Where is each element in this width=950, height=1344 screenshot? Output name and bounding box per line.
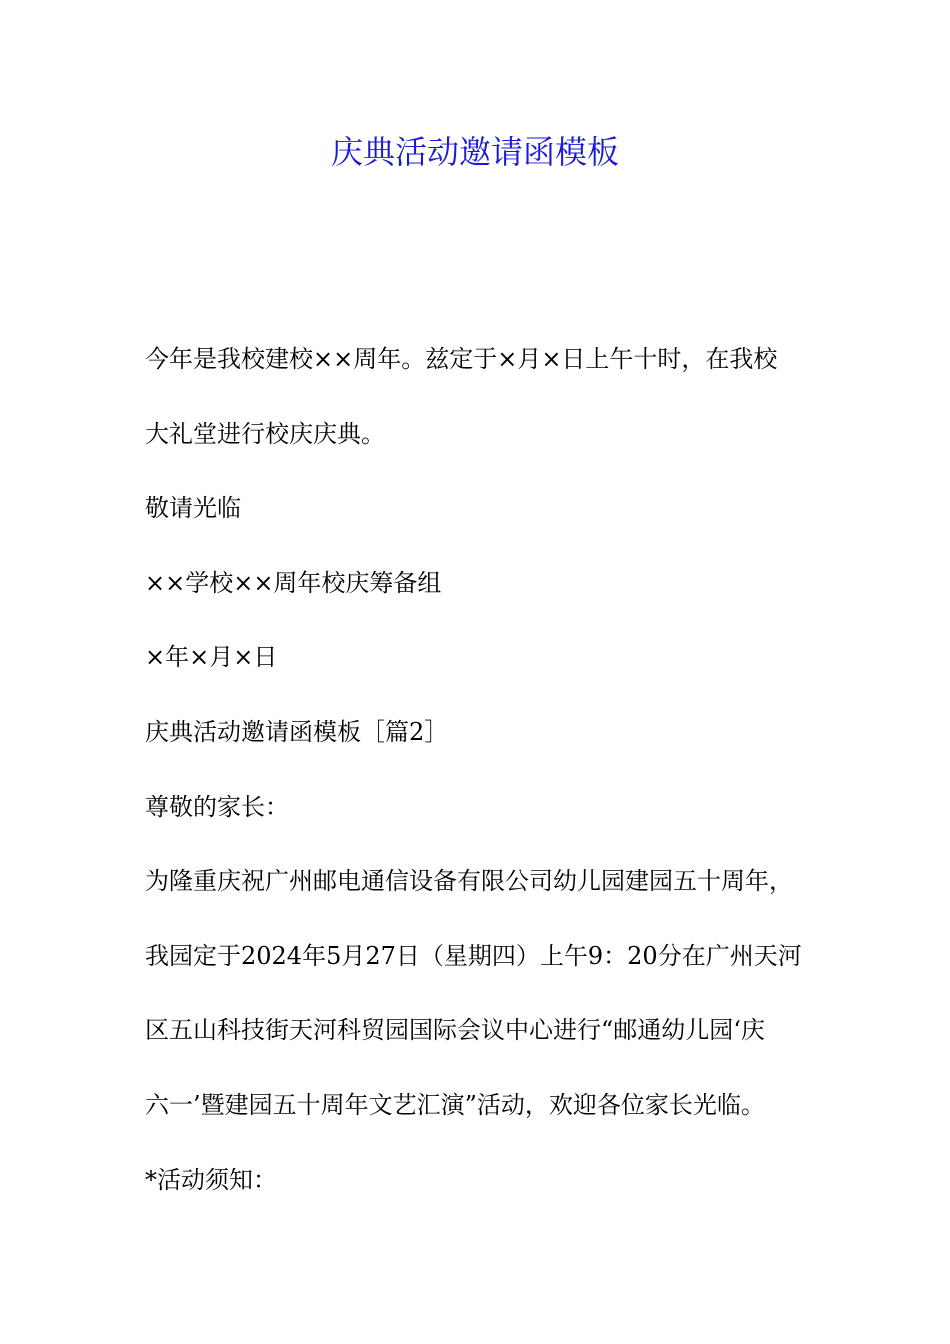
paragraph-line: 敬请光临 bbox=[145, 494, 241, 522]
paragraph-line: 为隆重庆祝广州邮电通信设备有限公司幼儿园建园五十周年， bbox=[145, 867, 793, 895]
paragraph-line: 今年是我校建校××周年。兹定于×月×日上午十时，在我校 bbox=[145, 345, 778, 373]
paragraph-line: ××学校××周年校庆筹备组 bbox=[145, 569, 442, 597]
paragraph-line: 区五山科技街天河科贸园国际会议中心进行“邮通幼儿园‘庆 bbox=[145, 1016, 765, 1044]
paragraph-line: 我园定于2024年5月27日（星期四）上午9：20分在广州天河 bbox=[145, 942, 802, 970]
salutation: 尊敬的家长： bbox=[145, 793, 289, 821]
paragraph-line: 大礼堂进行校庆庆典。 bbox=[145, 420, 385, 448]
section-heading: 庆典活动邀请函模板［篇2］ bbox=[145, 718, 449, 746]
paragraph-line: ×年×月×日 bbox=[145, 643, 278, 671]
notice-heading: *活动须知： bbox=[145, 1166, 277, 1194]
document-title: 庆典活动邀请函模板 bbox=[330, 133, 619, 171]
paragraph-line: 六一’暨建园五十周年文艺汇演”活动，欢迎各位家长光临。 bbox=[145, 1091, 765, 1119]
